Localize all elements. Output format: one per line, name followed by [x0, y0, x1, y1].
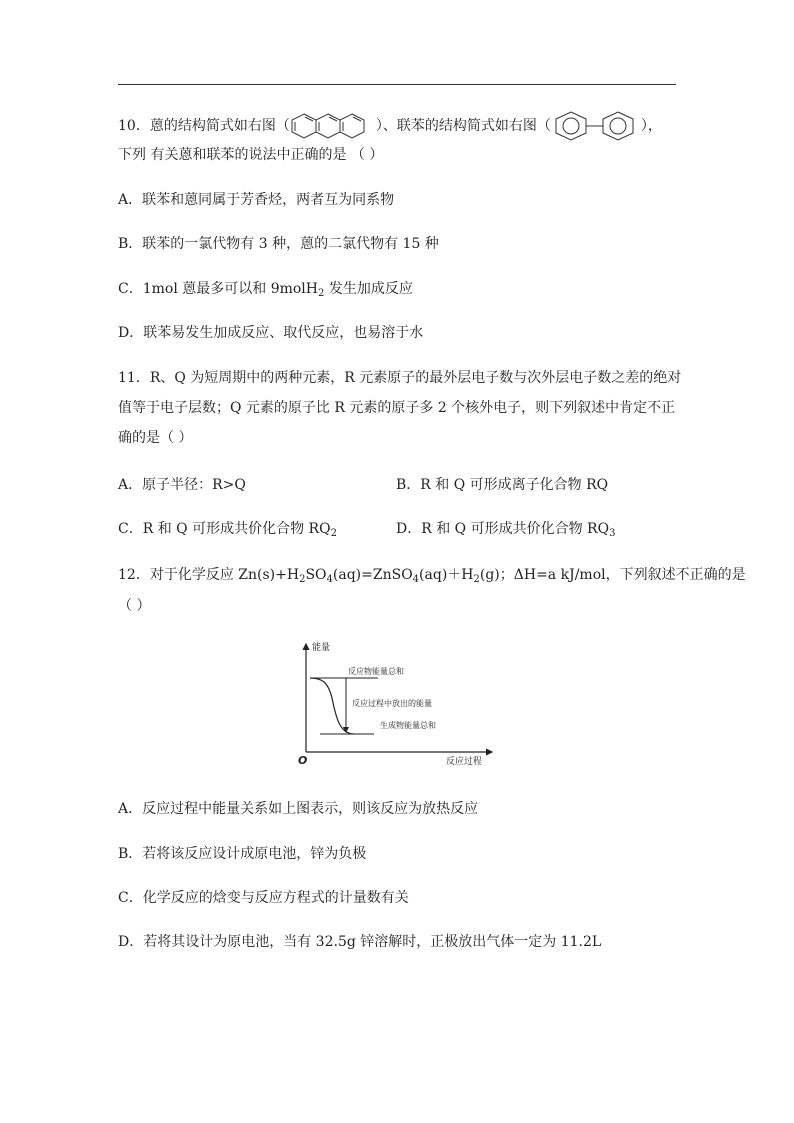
origin-label: O [298, 754, 308, 767]
q10-text-a: 10．蒽的结构简式如右图（ [118, 118, 290, 134]
q12-s3: 4 [412, 574, 420, 585]
q12-stem-line2: （ ） [118, 598, 151, 614]
q12-s4: 2 [473, 574, 480, 585]
products-label: 生成物能量总和 [380, 721, 436, 730]
q12-t2: SO [305, 567, 327, 583]
q10-option-b: B．联苯的一氯代物有 3 种，蒽的二氯代物有 15 种 [118, 236, 439, 252]
q12-option-a: A．反应过程中能量关系如上图表示，则该反应为放热反应 [118, 801, 479, 817]
q10-stem-line1 [118, 111, 662, 141]
q12-option-b: B．若将该反应设计成原电池，锌为负极 [118, 846, 367, 862]
q10-text-c: ）， [640, 118, 662, 134]
energy-diagram [296, 638, 500, 770]
q11-option-b: B．R 和 Q 可形成离子化合物 RQ [396, 477, 609, 493]
q11-option-d [396, 520, 615, 538]
q12-stem-line1 [118, 566, 746, 584]
q11-c-sub: 2 [330, 528, 337, 539]
q11-option-c [118, 520, 337, 538]
q10-option-d: D．联苯易发生加成反应、取代反应，也易溶于水 [118, 325, 424, 341]
q11-stem-line1: 11．R、Q 为短周期中的两种元素，R 元素原子的最外层电子数与次外层电子数之差的绝对 [118, 370, 682, 386]
q10-c-pre: C．1mol 蒽最多可以和 9molH [118, 281, 318, 297]
anthracene-structure [290, 113, 376, 139]
x-axis-label: 反应过程 [446, 757, 483, 767]
q12-option-c: C．化学反应的焓变与反应方程式的计量数有关 [118, 890, 409, 906]
q10-option-a: A．联苯和蒽同属于芳香烃，两者互为同系物 [118, 192, 395, 208]
biphenyl-structure [551, 111, 641, 141]
q11-d-pre: D．R 和 Q 可形成共价化合物 RQ [396, 521, 610, 537]
q12-t4: (aq)＋H [419, 567, 474, 583]
q10-text-b: ）、联苯的结构简式如右图（ [375, 118, 551, 134]
y-axis-label: 能量 [312, 643, 331, 653]
q12-t3: (aq)=ZnSO [332, 567, 413, 583]
q12-s2: 4 [326, 574, 333, 585]
q11-c-pre: C．R 和 Q 可形成共价化合物 RQ [118, 521, 331, 537]
header-rule [118, 84, 676, 85]
q11-d-sub: 3 [609, 528, 616, 539]
q12-s1: 2 [299, 574, 306, 585]
reactants-label: 反应物能量总和 [348, 667, 404, 676]
q11-stem-line3: 确的是（ ） [118, 430, 193, 446]
q12-t5: (g)；ΔH=a kJ/mol，下列叙述不正确的是 [479, 567, 746, 583]
q11-stem-line2: 值等于电子层数；Q 元素的原子比 R 元素的原子多 2 个核外电子，则下列叙述中肯定不正 [118, 400, 676, 416]
q10-c-sub: 2 [318, 288, 325, 299]
q10-c-post: 发生加成反应 [324, 281, 413, 297]
q10-stem-line2: 下列 有关蒽和联苯的说法中正确的是 （ ） [118, 147, 384, 163]
energy-curve [310, 678, 354, 734]
q12-t1: 12．对于化学反应 Zn(s)+H [118, 567, 300, 583]
q12-option-d: D．若将其设计为原电池，当有 32.5g 锌溶解时，正极放出气体一定为 11.2L [118, 934, 602, 950]
released-energy-label: 反应过程中放出的能量 [352, 699, 432, 708]
q11-option-a: A．原子半径：R>Q [118, 477, 246, 493]
q10-option-c [118, 280, 413, 298]
